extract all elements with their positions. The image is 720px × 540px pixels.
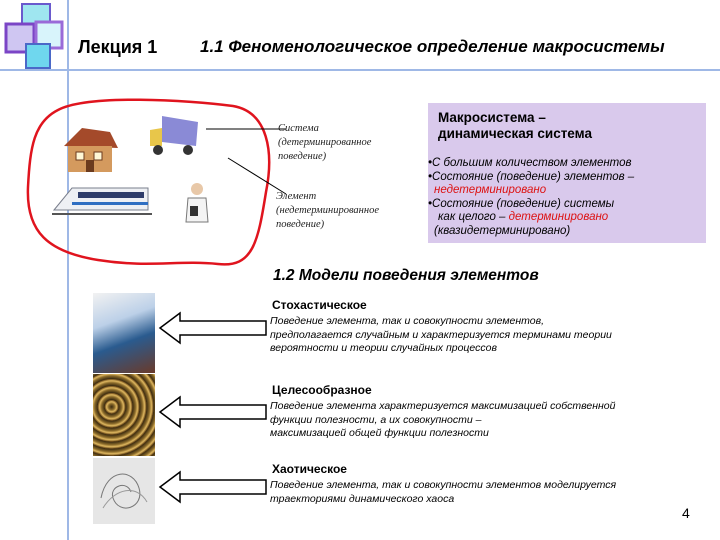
element-label-line: поведение) xyxy=(276,219,325,230)
model-name-stochastic: Стохастическое xyxy=(272,298,367,312)
section-title: 1.2 Модели поведения элементов xyxy=(273,267,539,284)
macro-text: как целого – xyxy=(438,211,506,224)
macro-red-text: детерминировано xyxy=(508,211,609,224)
arrow-left-icon xyxy=(158,395,270,429)
macrosystem-title xyxy=(438,110,592,142)
macro-bullet: •Состояние (поведение) элементов – xyxy=(428,170,635,183)
model-name-purposeful: Целесообразное xyxy=(272,383,372,397)
element-label-line: (недетерминированное xyxy=(276,205,380,216)
model-description-stochastic xyxy=(270,315,690,356)
macro-title-line: динамическая система xyxy=(438,126,592,141)
system-label xyxy=(278,122,371,164)
macrosystem-description xyxy=(428,157,712,239)
description-line: вероятности и теории случайных процессов xyxy=(270,342,497,354)
horizontal-divider-line xyxy=(0,69,720,71)
element-label-line: Элемент xyxy=(276,191,317,202)
description-line: предполагается случайным и характеризуется терминами теории xyxy=(270,328,612,341)
description-line: функции полезности, а их совокупности – xyxy=(270,413,482,426)
lecture-label: Лекция 1 xyxy=(78,37,158,57)
model-name-chaotic: Хаотическое xyxy=(272,462,347,476)
description-line: траекториями динамического хаоса xyxy=(270,492,455,505)
arrow-left-icon xyxy=(158,311,270,345)
squares-logo-icon xyxy=(0,0,72,80)
macro-bullet: •С большим количеством элементов xyxy=(428,157,632,169)
bowling-image xyxy=(93,293,155,373)
macro-bullet-continued xyxy=(428,211,712,225)
train-icon xyxy=(52,180,152,220)
page-title: 1.1 Феноменологическое определение макросистемы xyxy=(200,37,665,56)
macro-bullet: •Состояние (поведение) системы xyxy=(428,197,615,210)
system-label-line: Система xyxy=(278,123,319,134)
pointer-lines xyxy=(200,120,290,200)
house-icon xyxy=(60,124,122,174)
element-label xyxy=(276,190,379,232)
chaos-attractor-image xyxy=(93,458,155,524)
macro-text: (квазидетерминировано) xyxy=(434,224,571,237)
attractor-icon xyxy=(93,458,155,524)
macro-red-text: недетерминировано xyxy=(434,184,547,197)
description-line: Поведение элемента, так и совокупности элементов моделируется xyxy=(270,479,617,491)
macro-title-line: Макросистема – xyxy=(438,110,546,125)
page-number: 4 xyxy=(682,505,690,521)
description-line: максимизацией общей функции полезности xyxy=(270,427,489,439)
bees-image xyxy=(93,374,155,456)
system-label-line: (детерминированное xyxy=(278,137,372,148)
system-label-line: поведение) xyxy=(278,151,327,162)
model-description-chaotic xyxy=(270,479,690,506)
model-description-purposeful xyxy=(270,400,690,441)
truck-icon xyxy=(148,112,202,158)
arrow-left-icon xyxy=(158,470,270,504)
description-line: Поведение элемента, так и совокупности элементов, xyxy=(270,315,545,327)
description-line: Поведение элемента характеризуется максимизацией собственной xyxy=(270,400,616,412)
